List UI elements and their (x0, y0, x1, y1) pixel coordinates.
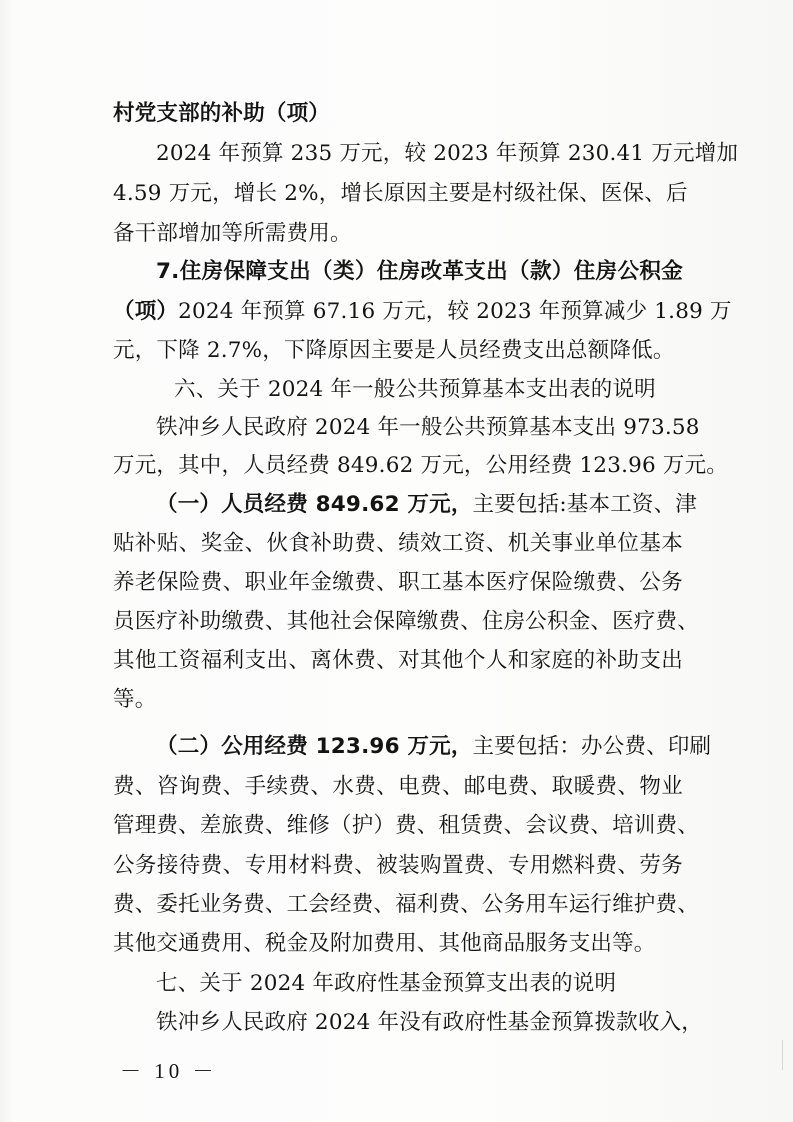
personnel-line1 (156, 491, 697, 519)
section7-line1: 铁冲乡人民政府 2024 年没有政府性基金预算拨款收入， (156, 1010, 703, 1035)
personnel-line4: 员医疗补助缴费、其他社会保障缴费、住房公积金、医疗费、 (113, 609, 699, 634)
personnel-heading: （一）人员经费 849.62 万元， (156, 492, 473, 517)
section6-title: 六、关于 2024 年一般公共预算基本支出表的说明 (174, 377, 656, 402)
para2-line2 (113, 298, 732, 326)
page-number: － 10 － (120, 1059, 218, 1083)
personnel-line6: 等。 (113, 687, 157, 712)
para1-line2: 4.59 万元，增长 2%，增长原因主要是村级社保、医保、后 (113, 181, 688, 206)
section7-title: 七、关于 2024 年政府性基金预算支出表的说明 (156, 971, 617, 996)
para1-line1: 2024 年预算 235 万元，较 2023 年预算 230.41 万元增加 (156, 141, 739, 166)
section-heading: 村党支部的补助（项） (113, 101, 331, 126)
para2-line2-rest: 2024 年预算 67.16 万元，较 2023 年预算减少 1.89 万 (178, 299, 732, 324)
public-line1-rest: 主要包括：办公费、印刷 (472, 734, 712, 759)
para2-heading-line2: （项） (113, 299, 179, 324)
personnel-line2: 贴补贴、奖金、伙食补助费、绩效工资、机关事业单位基本 (113, 531, 683, 556)
public-line4: 公务接待费、专用材料费、被装购置费、专用燃料费、劳务 (113, 853, 683, 878)
public-line6: 其他交通费用、税金及附加费用、其他商品服务支出等。 (113, 931, 656, 956)
public-heading: （二）公用经费 123.96 万元， (156, 734, 473, 759)
para1-line3: 备干部增加等所需费用。 (113, 221, 352, 246)
section6-line1: 铁冲乡人民政府 2024 年一般公共预算基本支出 973.58 (156, 415, 700, 440)
para2-heading-line1: 7.住房保障支出（类）住房改革支出（款）住房公积金 (156, 259, 683, 284)
public-line3: 管理费、差旅费、维修（护）费、租赁费、会议费、培训费、 (113, 813, 699, 838)
para2-line3: 元，下降 2.7%，下降原因主要是人员经费支出总额降低。 (113, 338, 675, 363)
public-line2: 费、咨询费、手续费、水费、电费、邮电费、取暖费、物业 (113, 774, 683, 799)
personnel-line5: 其他工资福利支出、离休费、对其他个人和家庭的补助支出 (113, 648, 683, 673)
public-line5: 费、委托业务费、工会经费、福利费、公务用车运行维护费、 (113, 892, 699, 917)
section6-line2: 万元，其中，人员经费 849.62 万元，公用经费 123.96 万元。 (113, 453, 728, 478)
personnel-line3: 养老保险费、职业年金缴费、职工基本医疗保险缴费、公务 (113, 570, 683, 595)
scan-edge-mark (782, 1040, 783, 1070)
public-line1 (156, 733, 712, 761)
personnel-line1-rest: 主要包括:基本工资、津 (472, 492, 697, 517)
